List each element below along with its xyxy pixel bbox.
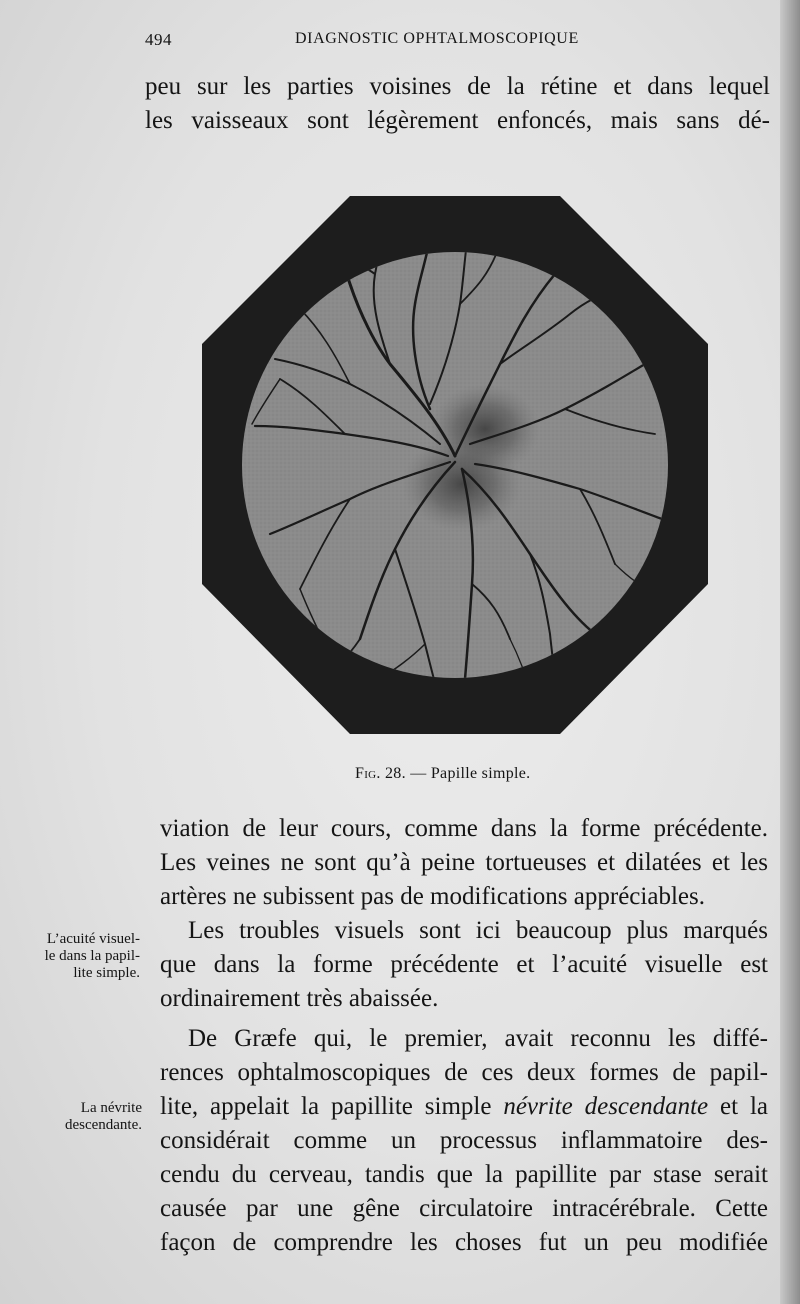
margin-note-line: lite simple.: [73, 965, 140, 981]
text-line: De Græfe qui, le premier, avait reconnu les diffé-: [188, 1025, 768, 1052]
text-line: cendu du cerveau, tandis que la papillite par stase serait: [160, 1161, 768, 1188]
margin-note-line: L’acuité visuel-: [46, 931, 140, 947]
caption-dash: —: [410, 765, 427, 782]
margin-note-line: descendante.: [64, 1117, 142, 1133]
text-line: considérait comme un processus inflammatoire des-: [160, 1127, 768, 1154]
margin-note-nevrite: [12, 1100, 142, 1134]
page-number: 494: [145, 30, 172, 49]
text-segment: lite, appelait la papillite simple: [160, 1093, 492, 1120]
text-line: les vaisseaux sont légèrement enfoncés, mais sans dé-: [145, 107, 770, 134]
text-line: que dans la forme précédente et l’acuité visuelle est: [160, 951, 768, 978]
body-text-top: [145, 70, 770, 138]
text-line: peu sur les parties voisines de la rétine et dans lequel: [145, 73, 770, 100]
body-text-bottom: [160, 812, 768, 1260]
margin-note-acuity: [10, 931, 140, 982]
caption-text: Papille simple.: [430, 765, 531, 782]
figure-caption: [355, 765, 530, 783]
fundus-drawing: [200, 194, 710, 736]
text-line: Les troubles visuels sont ici beaucoup plus marqués: [188, 917, 768, 944]
page-gutter-shadow: [780, 0, 800, 1304]
figure-fundus-illustration: [200, 194, 710, 736]
text-line: ordinairement très abaissée.: [160, 985, 439, 1012]
text-line: rences ophtalmoscopiques de ces deux formes de papil-: [160, 1059, 768, 1086]
figure-label: Fig. 28.: [355, 765, 406, 782]
text-line: façon de comprendre les choses fut un peu modifiée: [160, 1229, 768, 1256]
text-line: artères ne subissent pas de modifications appréciables.: [160, 883, 705, 910]
margin-note-line: La névrite: [80, 1100, 142, 1116]
text-line: Les veines ne sont qu’à peine tortueuses et dilatées et les: [160, 849, 768, 876]
running-head-title: DIAGNOSTIC OPHTALMOSCOPIQUE: [295, 30, 579, 47]
text-line: viation de leur cours, comme dans la forme précédente.: [160, 815, 768, 842]
text-segment: et la: [720, 1093, 768, 1120]
emphasized-term: névrite descendante: [503, 1093, 709, 1120]
text-line: causée par une gêne circulatoire intracérébrale. Cette: [160, 1195, 768, 1222]
margin-note-line: le dans la papil-: [44, 948, 140, 964]
text-line-with-emphasis: [160, 1090, 768, 1124]
running-head: [0, 26, 800, 56]
